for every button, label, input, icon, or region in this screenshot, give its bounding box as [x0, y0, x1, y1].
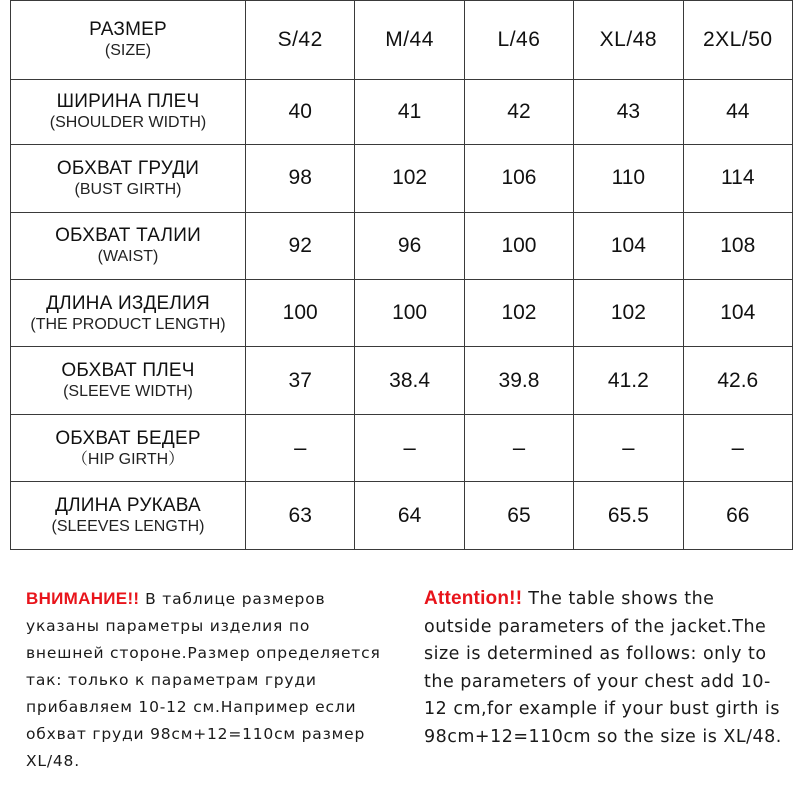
- value-cell: 104: [574, 212, 683, 279]
- value-cell: 100: [246, 280, 355, 347]
- row-label-en: (THE PRODUCT LENGTH): [30, 315, 226, 333]
- size-header-m: M/44: [355, 1, 464, 80]
- value-cell: 41: [355, 79, 464, 144]
- table-row: [11, 280, 793, 347]
- row-label-ru: ОБХВАТ ПЛЕЧ: [61, 360, 195, 382]
- value-cell: –: [355, 414, 464, 481]
- row-label-en: (BUST GIRTH): [74, 180, 182, 198]
- value-cell: 102: [464, 280, 573, 347]
- row-label-cell: [11, 482, 246, 550]
- value-cell: 106: [464, 145, 573, 212]
- value-cell: 96: [355, 212, 464, 279]
- attention-text-ru: В таблице размеров указаны параметры изделия по внешней стороне.Размер определяется так: только к параметрам груди прибавляем 10-12 см.Например если обхват груди 98см+12=110см размер XL/48.: [26, 590, 381, 770]
- value-cell: –: [464, 414, 573, 481]
- value-cell: 38.4: [355, 347, 464, 414]
- size-chart-body: [11, 1, 793, 550]
- value-cell: 42.6: [683, 347, 792, 414]
- row-label-ru: ОБХВАТ БЕДЕР: [55, 427, 201, 449]
- value-cell: 100: [464, 212, 573, 279]
- table-row: [11, 145, 793, 212]
- value-cell: 102: [355, 145, 464, 212]
- table-header-row: [11, 1, 793, 80]
- row-label-ru: ОБХВАТ ГРУДИ: [56, 157, 200, 179]
- value-cell: 98: [246, 145, 355, 212]
- value-cell: 63: [246, 482, 355, 550]
- row-label-en: (SLEEVES LENGTH): [51, 518, 205, 536]
- attention-note-ru: [26, 585, 388, 775]
- attention-text-en: The table shows the outside parameters of the jacket.The size is determined as follows: only to the parameters of your chest add 10-12 cm,for example if your bust girth is 98cm+12=110cm so the size is XL/48.: [424, 589, 782, 747]
- row-label-cell: [11, 212, 246, 279]
- value-cell: 65: [464, 482, 573, 550]
- value-cell: 64: [355, 482, 464, 550]
- size-header-xl: XL/48: [574, 1, 683, 80]
- value-cell: –: [574, 414, 683, 481]
- value-cell: 42: [464, 79, 573, 144]
- table-row: [11, 347, 793, 414]
- value-cell: –: [683, 414, 792, 481]
- value-cell: 37: [246, 347, 355, 414]
- row-label-en: （HIP GIRTH）: [71, 450, 185, 468]
- value-cell: 92: [246, 212, 355, 279]
- row-label-en: (WAIST): [97, 248, 159, 266]
- attention-heading-ru: ВНИМАНИЕ!!: [26, 589, 140, 608]
- row-label-cell: [11, 347, 246, 414]
- value-cell: 41.2: [574, 347, 683, 414]
- header-label-cell: [11, 1, 246, 80]
- value-cell: 104: [683, 280, 792, 347]
- value-cell: 40: [246, 79, 355, 144]
- value-cell: 39.8: [464, 347, 573, 414]
- row-label-ru: ДЛИНА ИЗДЕЛИЯ: [46, 292, 210, 314]
- value-cell: 66: [683, 482, 792, 550]
- value-cell: 102: [574, 280, 683, 347]
- table-row: [11, 414, 793, 481]
- row-label-ru: ШИРИНА ПЛЕЧ: [56, 91, 200, 113]
- header-label-en: (SIZE): [104, 42, 152, 60]
- row-label-ru: ОБХВАТ ТАЛИИ: [55, 225, 201, 247]
- size-header-2xl: 2XL/50: [683, 1, 792, 80]
- row-label-cell: [11, 414, 246, 481]
- row-label-cell: [11, 280, 246, 347]
- value-cell: 65.5: [574, 482, 683, 550]
- value-cell: –: [246, 414, 355, 481]
- row-label-cell: [11, 79, 246, 144]
- attention-note-en: [424, 585, 786, 751]
- row-label-en: (SHOULDER WIDTH): [49, 114, 207, 132]
- attention-heading-en: Attention!!: [424, 588, 523, 609]
- row-label-en: (SLEEVE WIDTH): [63, 383, 193, 401]
- size-header-l: L/46: [464, 1, 573, 80]
- value-cell: 43: [574, 79, 683, 144]
- row-label-ru: ДЛИНА РУКАВА: [55, 495, 201, 517]
- table-row: [11, 482, 793, 550]
- size-chart-table: [10, 0, 793, 550]
- value-cell: 44: [683, 79, 792, 144]
- size-header-s: S/42: [246, 1, 355, 80]
- value-cell: 114: [683, 145, 792, 212]
- table-row: [11, 79, 793, 144]
- table-row: [11, 212, 793, 279]
- row-label-cell: [11, 145, 246, 212]
- value-cell: 108: [683, 212, 792, 279]
- header-label-ru: РАЗМЕР: [89, 19, 167, 41]
- value-cell: 100: [355, 280, 464, 347]
- value-cell: 110: [574, 145, 683, 212]
